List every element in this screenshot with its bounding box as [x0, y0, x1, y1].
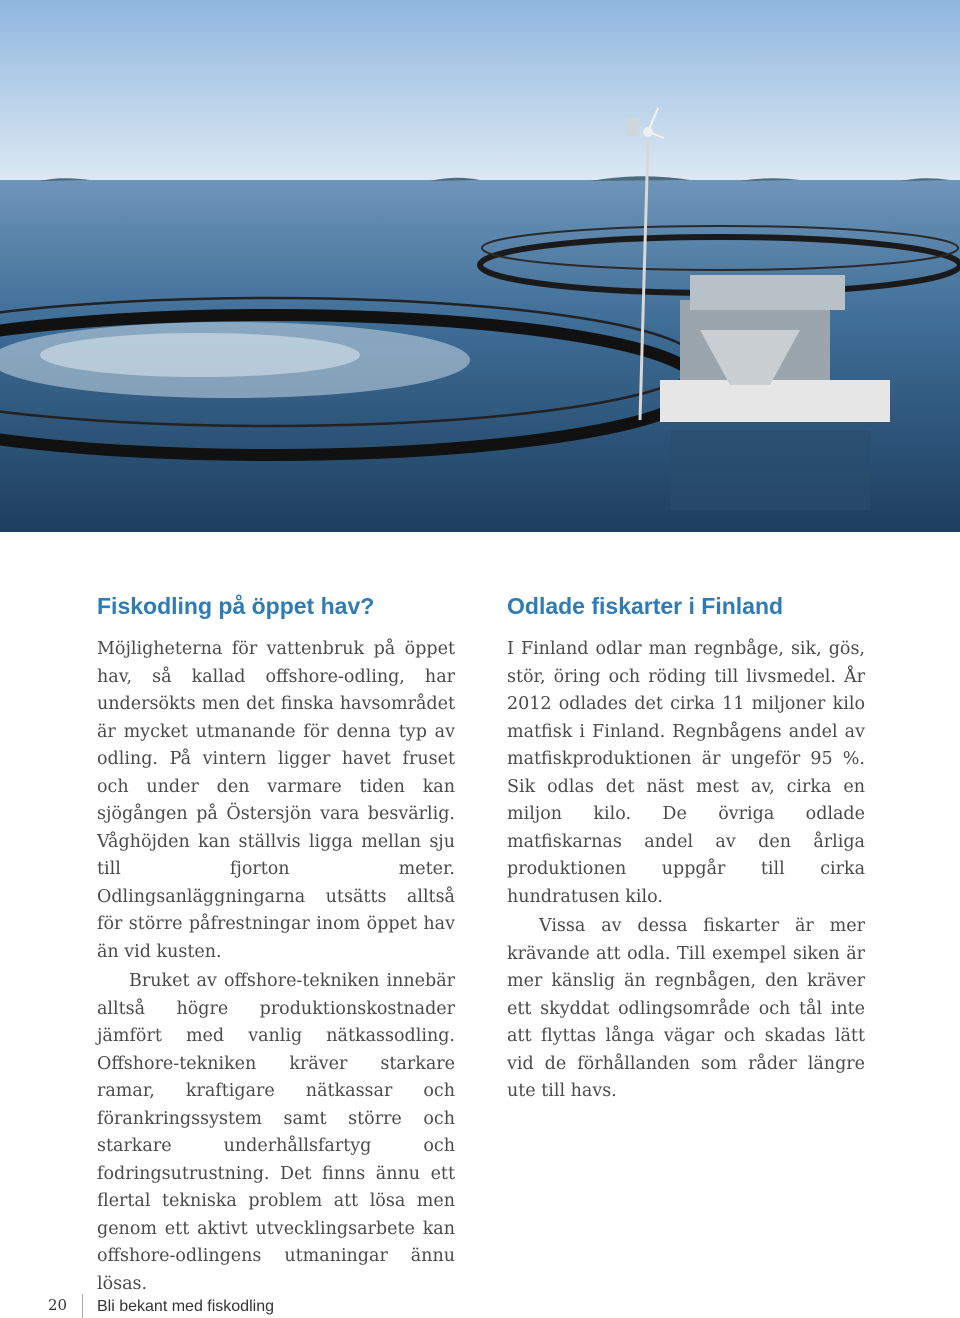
fish-farm-photo [0, 0, 960, 532]
left-column [97, 592, 455, 1298]
footer-divider [82, 1294, 83, 1318]
heading-farmed-species: Odlade fiskarter i Finland [507, 593, 784, 619]
page-number: 20 [48, 1296, 68, 1314]
body-paragraph: I Finland odlar man regnbåge, sik, gös, stör, öring och röding till livsmedel. År 2012 odlades det cirka 11 miljoner kilo matfisk i Finland. Regnbågens andel av matfiskproduktionen är ungeför 95 %. Sik odlas det näst mest av, cirka en miljon kilo. De övriga odlade matfiskarnas andel av den årliga produktionen uppgår till cirka hundratusen kilo. [507, 639, 865, 907]
footer-title: Bli bekant med fiskodling [97, 1298, 274, 1315]
page-footer [0, 1296, 960, 1318]
heading-offshore-farming: Fiskodling på öppet hav? [97, 593, 375, 619]
right-column [507, 592, 865, 1106]
body-paragraph: Möjligheterna för vattenbruk på öppet hav, så kallad offshore-odling, har undersökts men det finska havsområdet är mycket utmanande för denna typ av odling. På vintern ligger havet fruset och under den varmare tiden kan sjögången på Östersjön vara besvärlig. Våghöjden kan ställvis ligga mellan sju till fjorton meter. Odlingsanläggningarna utsätts alltså för större påfrestningar inom öppet hav än vid kusten. [97, 639, 455, 962]
body-paragraph: Bruket av offshore-tekniken innebär alltså högre produktionskostnader jämfört med vanlig nätkassodling. Offshore-tekniken kräver starkare ramar, kraftigare nätkassar och förankringssystem samt större och starkare underhållsfartyg och fodringsutrustning. Det finns ännu ett flertal tekniska problem att lösa men genom ett aktivt utvecklingsarbete kan offshore-odlingens utmaningar ännu lösas. [97, 971, 455, 1294]
body-paragraph: Vissa av dessa fiskarter är mer krävande att odla. Till exempel siken är mer känslig än regnbågen, den kräver ett skyddat odlingsområde och tål inte att flyttas långa vägar och skadas lätt vid de förhållanden som råder längre ute till havs. [507, 916, 865, 1101]
